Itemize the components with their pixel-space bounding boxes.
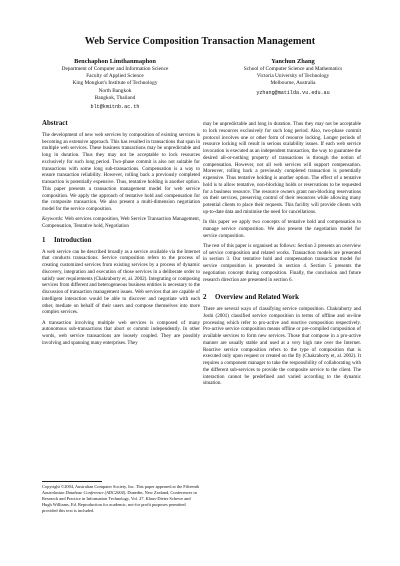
body-paragraph: may be unpredictable and long in duration. Thus they may not be acceptable to lock resources exclusively for such long period. Also, two-phase commit protocol involves one or other form of resource locking. Longer periods of resource locking will result in serious scalability issues. If each web service invocation is executed as an independent transaction, the way to guarantee the desired all-or-nothing property of transactions is through the notion of compensation. However, not all web services will support compensation. Moreover, rolling back a previously completed transaction is potentially expensive. Thus tentative holding is another option. The effect of a tentative hold is to allow tentative, non-blocking holds or reservations to be requested for a business resource. The resource owners grant non-blocking reservations on their services, preserving control of their resources while allowing many potential clients to place their requests. This facility will provide clients with up-to-date data and minimise the need for cancellations. bbox=[203, 121, 361, 215]
author-institution: Victoria University of Technology bbox=[256, 73, 330, 80]
copyright-venue: Australasian Database Conference (ADC2004) bbox=[42, 490, 126, 495]
right-column bbox=[203, 121, 361, 391]
author-city: Melbourne, Australia bbox=[270, 80, 316, 87]
author-dept: Department of Computer and Information Science bbox=[61, 66, 169, 72]
left-column bbox=[42, 121, 200, 350]
section-heading-introduction bbox=[42, 238, 200, 245]
intro-paragraph-2: A transaction involving multiple web services is composed of many autonomous sub-transactions that abort or commit independently. In other words, web service transactions are loosely coupled. They are possibly involving and spanning many enterprises. They bbox=[42, 319, 200, 346]
body-paragraph: The rest of this paper is organised as follows: Section 2 presents an overview of service composition and related works. Transaction models are presented in section 3. Our tentative hold and compensation transaction model for service composition is presented in section 4. Section 5 presents the negotiation concept during composition. Finally, the conclusion and future research direction are presented in section 6. bbox=[203, 242, 361, 283]
author-email[interactable]: blt@kmitnb.ac.th bbox=[90, 104, 140, 111]
author-institution: King Mongkut's Institute of Technology bbox=[72, 80, 158, 87]
author-name: Benchaphon Limthanmaphon bbox=[74, 58, 156, 65]
footnote-rule bbox=[42, 481, 102, 482]
keywords-label: Keywords bbox=[42, 216, 63, 223]
keywords-text: : Web services composition, Web Service Transaction Management, Compensation, Tentative hold, Negotiation bbox=[42, 216, 200, 230]
author-city: North Bangkok bbox=[98, 87, 132, 94]
body-paragraph: In this paper we apply two concepts of tentative hold and compensation to manage service composition. We also present the negotiation model for service composition. bbox=[203, 219, 361, 239]
section-title: Overview and Related Work bbox=[215, 294, 299, 302]
section-heading-overview bbox=[203, 295, 361, 302]
author-block-1 bbox=[30, 57, 200, 111]
copyright-line-2: , Dunedin, New Zealand, Conferences in Research and Practice in Information Technology, Vol. 27. Klaus-Dieter Schewe and Hugh Williams, Ed. Reproduction for academic, not-for profit purposes permitted provided this text is included. bbox=[42, 490, 197, 513]
copyright-notice bbox=[42, 484, 200, 514]
overview-paragraph-1: There are several ways of classifying service composition. Chakraborty and Joshi (2001) classified service composition in terms of offline and on-line processing which refer to pro-active and reactive composition respectively. Pro-active service composition means offline or pre-compiled composition of available services to form new services. Those that compose in a pro-active manner are usually stable and used at a very high rate over the Internet. Reactive service composition refers to the type of composition that is executed only upon request or created on the fly (Chakraborty et, al. 2002). It requires a component manager to take the responsibility of collaborating with the different sub-services to provide the composite service to the client. The interaction cannot be predefined and varied according to the dynamic situation. bbox=[203, 306, 361, 387]
paper-title: Web Service Composition Transaction Management bbox=[84, 36, 316, 47]
section-number: 2 bbox=[203, 294, 207, 302]
keywords bbox=[42, 216, 200, 230]
author-country: Bangkok, Thailand bbox=[94, 94, 136, 101]
section-title: Introduction bbox=[54, 236, 92, 244]
author-dept: School of Computer Science and Mathematics bbox=[243, 66, 343, 72]
author-faculty: Faculty of Applied Science bbox=[86, 73, 144, 80]
intro-paragraph-1: A web service can be described broadly as a service available via the Internet that conducts transactions. Service composition refers to the process of creating customized services from existing services by a process of dynamic discovery, integration and execution of those services in a deliberate order to satisfy user requirements (Chakraborty et, al. 2002). Integrating or composing services from different and heterogeneous business entities is necessary to the discussion of transaction management issues. Web services that are capable of intelligent interaction would be able to discover and negotiate with each other, mediate on behalf of their users and compose themselves into more complex services. bbox=[42, 248, 200, 316]
copyright-line-1: Copyright ©2004, Australian Computer Society, Inc. This paper appeared at the Fifteenth bbox=[42, 484, 200, 489]
author-email[interactable]: yzhang@matilda.vu.edu.au bbox=[256, 89, 330, 96]
abstract-text: The development of new web services by composition of existing services is becoming an extensive approach. This has resulted in transactions that span in multiple web services. These business transactions may be unpredictable and long in duration. Thus they may not be acceptable to lock resources exclusively for such long period. Two-phase commit is also not suitable for transactions with some long sub-transactions. Compensation is a way to ensure transaction reliability. However, rolling back a previously completed transaction is potentially expensive. Thus, tentative holding is another option. This paper presents a transaction management model for web service composition. We apply the approach of tentative hold and compensation for the composite transaction. We also present a multi-dimension negotiation model for the service composition. bbox=[42, 131, 200, 212]
abstract-heading: Abstract bbox=[42, 120, 68, 127]
author-name: Yanchun Zhang bbox=[271, 58, 315, 65]
author-block-2 bbox=[208, 57, 378, 97]
section-number: 1 bbox=[42, 236, 46, 244]
